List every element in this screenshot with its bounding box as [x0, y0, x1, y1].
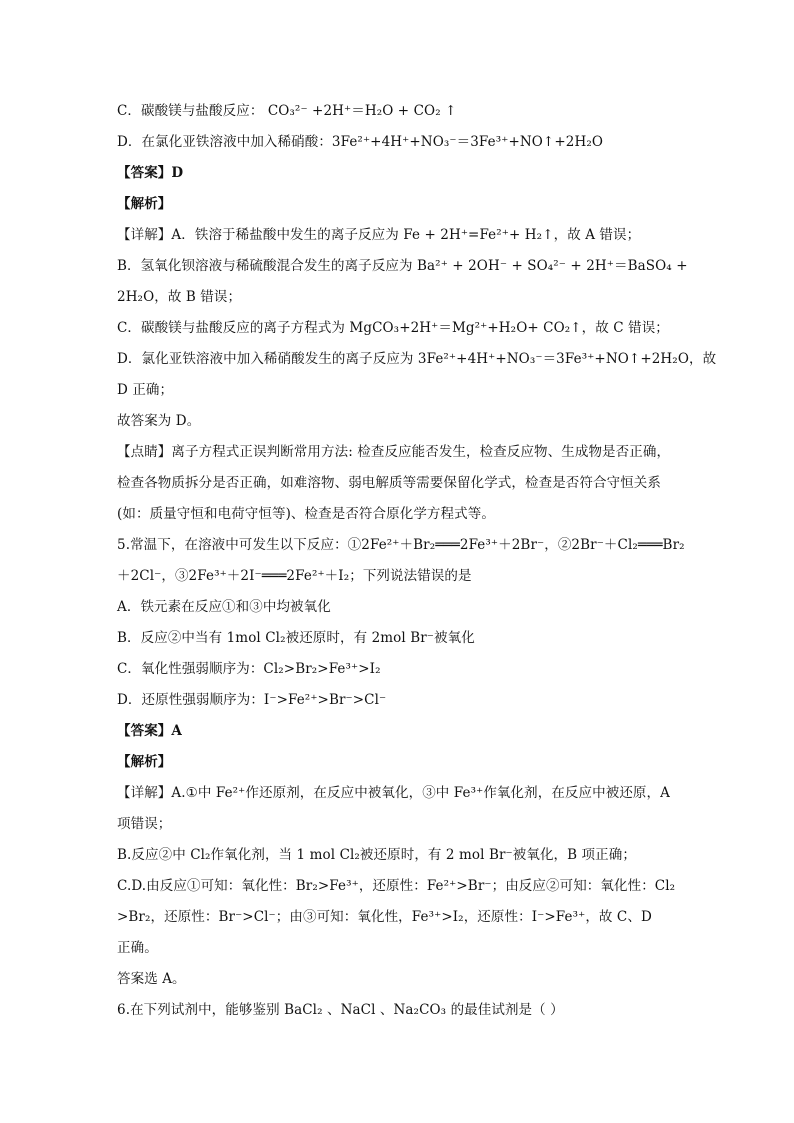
- question-6-stem: 6.在下列试剂中，能够鉴别 BaCl₂ 、NaCl 、Na₂CO₃ 的最佳试剂是（ ）: [117, 1002, 564, 1018]
- detail-line: B．氢氧化钡溶液与稀硫酸混合发生的离子反应为 Ba²⁺ + 2OH⁻ + SO₄²⁻ + 2H⁺＝BaSO₄ +: [117, 258, 688, 274]
- detail-line: B.反应②中 Cl₂作氧化剂，当 1 mol Cl₂被还原时，有 2 mol Br⁻被氧化，B 项正确；: [117, 847, 636, 863]
- detail-line: C．碳酸镁与盐酸反应的离子方程式为 MgCO₃+2H⁺＝Mg²⁺+H₂O+ CO₂↑，故 C 错误；: [117, 320, 669, 336]
- detail-line: D．氯化亚铁溶液中加入稀硝酸发生的离子反应为 3Fe²⁺+4H⁺+NO₃⁻＝3Fe³⁺+NO↑+2H₂O，故: [117, 351, 717, 367]
- detail-line: 正确。: [117, 940, 158, 956]
- question-5-stem: 5.常温下，在溶液中可发生以下反应：①2Fe²⁺＋Br₂═══2Fe³⁺＋2Br⁻，②2Br⁻＋Cl₂═══Br₂: [117, 537, 685, 553]
- detail-line: D 正确；: [117, 382, 174, 398]
- analysis-label: 【解析】: [117, 754, 172, 770]
- option-a: A．铁元素在反应①和③中均被氧化: [117, 599, 331, 615]
- tip-line: (如：质量守恒和电荷守恒等)、检查是否符合原化学方程式等。: [117, 506, 495, 522]
- detail-line: 【详解】A．铁溶于稀盐酸中发生的离子反应为 Fe + 2H⁺=Fe²⁺+ H₂↑，故 A 错误；: [117, 227, 641, 243]
- document-body: [117, 96, 717, 1026]
- detail-line: 2H₂O，故 B 错误；: [117, 289, 242, 305]
- option-b: B．反应②中当有 1mol Cl₂被还原时，有 2mol Br⁻被氧化: [117, 630, 475, 646]
- question-5-stem: ＋2Cl⁻，③2Fe³⁺＋2I⁻═══2Fe²⁺＋I₂；下列说法错误的是: [117, 568, 472, 584]
- conclusion-line: 答案选 A。: [117, 971, 186, 987]
- detail-line: 项错误；: [117, 816, 172, 832]
- conclusion-line: 故答案为 D。: [117, 413, 201, 429]
- detail-line: >Br₂，还原性：Br⁻>Cl⁻；由③可知：氧化性，Fe³⁺>I₂，还原性：I⁻>Fe³⁺，故 C、D: [117, 909, 652, 925]
- tip-line: 检查各物质拆分是否正确，如难溶物、弱电解质等需要保留化学式，检查是否符合守恒关系: [117, 475, 661, 491]
- detail-line: 【详解】A.①中 Fe²⁺作还原剂，在反应中被氧化，③中 Fe³⁺作氧化剂，在反应中被还原，A: [117, 785, 670, 801]
- tip-line: 【点睛】离子方程式正误判断常用方法: 检查反应能否发生，检查反应物、生成物是否正确，: [117, 444, 671, 460]
- answer-label: 【答案】D: [117, 165, 184, 181]
- detail-line: C.D.由反应①可知：氧化性：Br₂>Fe³⁺，还原性：Fe²⁺>Br⁻；由反应②可知：氧化性：Cl₂: [117, 878, 676, 894]
- answer-label: 【答案】A: [117, 723, 182, 739]
- option-c: C．氧化性强弱顺序为：Cl₂>Br₂>Fe³⁺>I₂: [117, 661, 381, 677]
- option-c: C．碳酸镁与盐酸反应： CO₃²⁻ +2H⁺＝H₂O + CO₂ ↑: [117, 103, 457, 119]
- option-d: D．还原性强弱顺序为：I⁻>Fe²⁺>Br⁻>Cl⁻: [117, 692, 387, 708]
- option-d: D．在氯化亚铁溶液中加入稀硝酸：3Fe²⁺+4H⁺+NO₃⁻＝3Fe³⁺+NO↑+2H₂O: [117, 134, 603, 150]
- analysis-label: 【解析】: [117, 196, 172, 212]
